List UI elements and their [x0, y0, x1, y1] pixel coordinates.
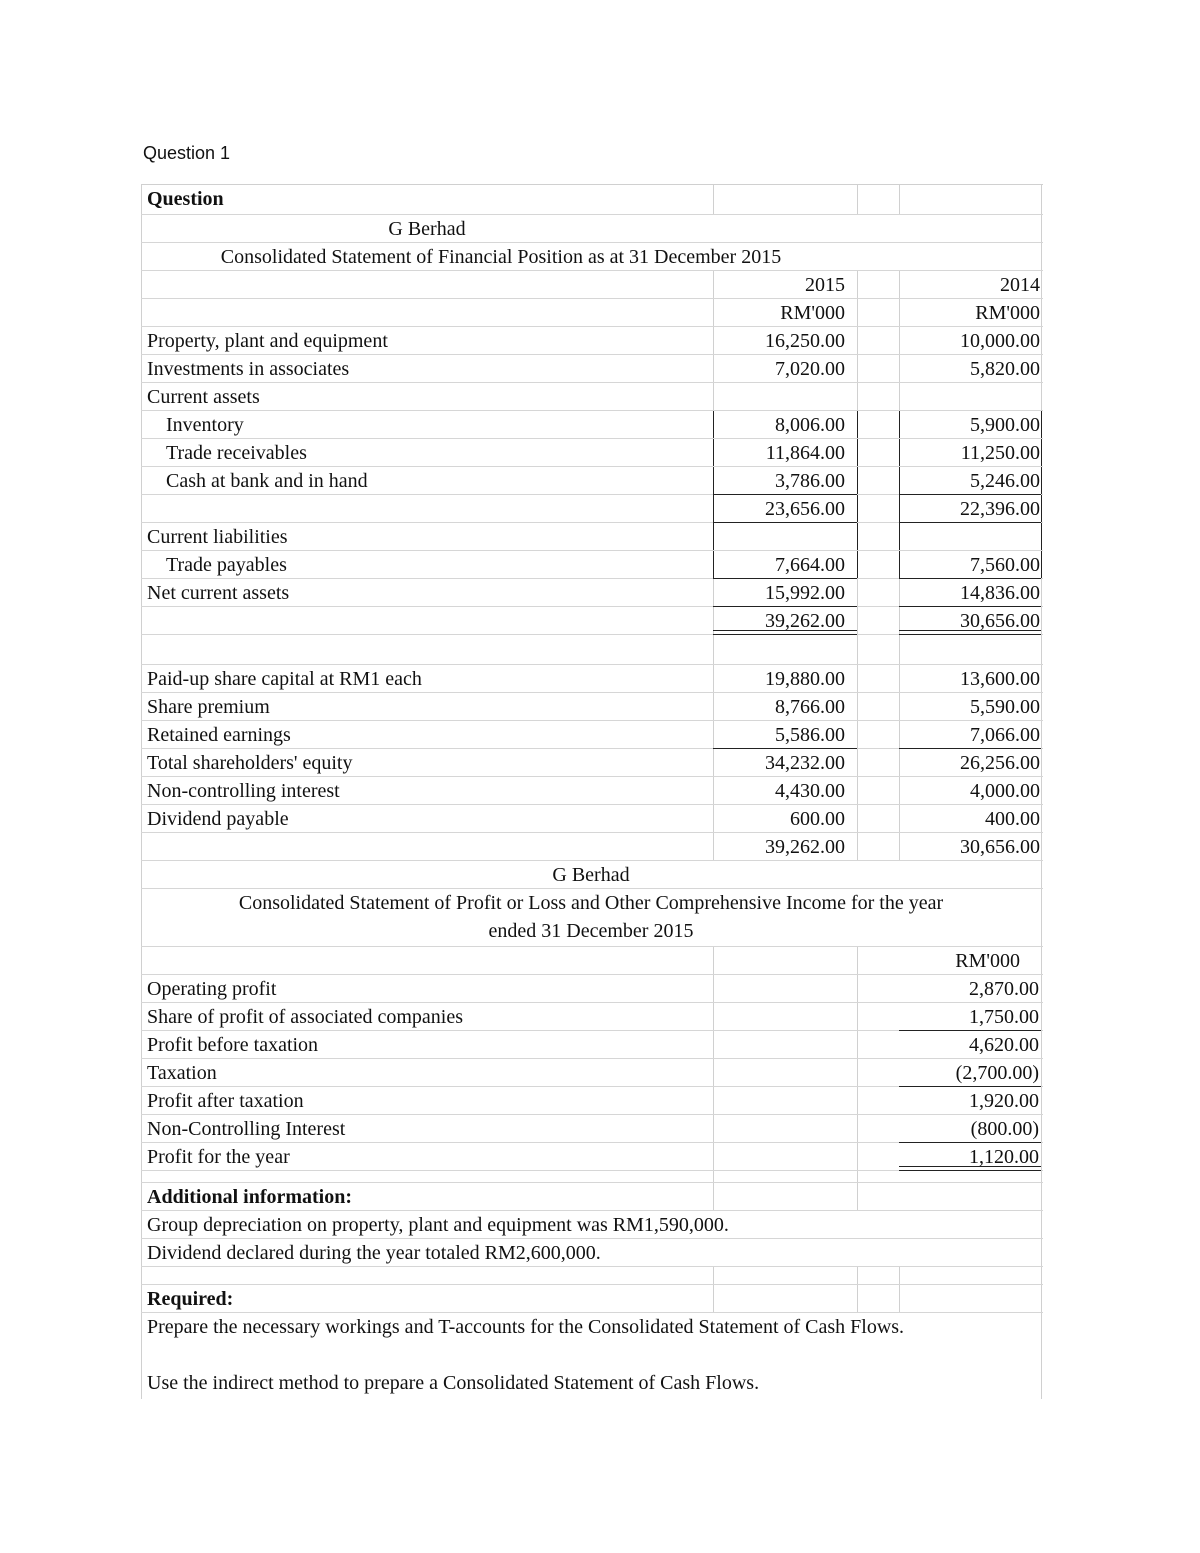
row-label: Profit before taxation — [147, 1034, 319, 1056]
sopl-company: G Berhad — [552, 864, 630, 886]
required-line: Prepare the necessary workings and T-accounts for the Consolidated Statement of Cash Flows. — [147, 1316, 905, 1338]
sofp-unit-row — [141, 299, 1043, 327]
row-label: Share of profit of associated companies — [147, 1006, 464, 1028]
sopl-unit: RM'000 — [955, 950, 1020, 972]
value-2014: 400.00 — [985, 808, 1040, 830]
value-2014: 30,656.00 — [960, 610, 1040, 632]
spacer-row — [141, 1171, 1043, 1183]
value-2014: 7,560.00 — [970, 554, 1040, 576]
additional-line-row — [141, 1239, 1043, 1267]
row-label: Paid-up share capital at RM1 each — [147, 668, 422, 690]
table-row — [141, 551, 1043, 579]
additional-heading: Additional information: — [147, 1186, 353, 1208]
value-2014: 7,066.00 — [970, 724, 1040, 746]
question-label: Question — [147, 188, 224, 210]
sopl-unit-row — [141, 947, 1043, 975]
value-2015: 16,250.00 — [765, 330, 845, 352]
table-row — [141, 383, 1043, 411]
table-row — [141, 805, 1043, 833]
subtotal-row — [141, 495, 1043, 523]
unit-current: RM'000 — [780, 302, 845, 324]
page-heading: Question 1 — [143, 143, 231, 163]
table-row — [141, 777, 1043, 805]
row-label: Profit after taxation — [147, 1090, 304, 1112]
value-2015: 34,232.00 — [765, 752, 845, 774]
question-sheet — [141, 184, 1043, 1399]
spacer-row — [141, 635, 1043, 665]
value-2015: 23,656.00 — [765, 498, 845, 520]
row-label: Profit for the year — [147, 1146, 290, 1168]
row-label: Taxation — [147, 1062, 217, 1084]
row-label: Current assets — [147, 386, 260, 408]
value-2014: 14,836.00 — [960, 582, 1040, 604]
sofp-title-row — [141, 243, 1043, 271]
table-row — [141, 439, 1043, 467]
table-row — [141, 411, 1043, 439]
table-row — [141, 721, 1043, 749]
row-value: (800.00) — [970, 1118, 1039, 1140]
additional-heading-row — [141, 1183, 1043, 1211]
table-row — [141, 975, 1043, 1003]
table-row — [141, 749, 1043, 777]
sopl-title-line1: Consolidated Statement of Profit or Loss and Other Comprehensive Income for the year — [238, 892, 944, 914]
value-2014: 5,590.00 — [970, 696, 1040, 718]
additional-line: Group depreciation on property, plant and equipment was RM1,590,000. — [147, 1214, 729, 1236]
question-header-row — [141, 184, 1043, 215]
row-label: Inventory — [166, 414, 244, 436]
value-2015: 4,430.00 — [775, 780, 845, 802]
row-value: 1,920.00 — [969, 1090, 1039, 1112]
row-value: (2,700.00) — [955, 1062, 1039, 1084]
sofp-company-row — [141, 215, 1043, 243]
row-label: Net current assets — [147, 582, 290, 604]
value-2014: 11,250.00 — [960, 442, 1040, 464]
row-value: 4,620.00 — [969, 1034, 1039, 1056]
value-2015: 11,864.00 — [765, 442, 845, 464]
additional-line: Dividend declared during the year totaled RM2,600,000. — [147, 1242, 601, 1264]
row-value: 1,120.00 — [969, 1146, 1039, 1168]
row-label: Current liabilities — [147, 526, 288, 548]
value-2015: 8,006.00 — [775, 414, 845, 436]
value-2014: 13,600.00 — [960, 668, 1040, 690]
row-value: 1,750.00 — [969, 1006, 1039, 1028]
row-label: Property, plant and equipment — [147, 330, 388, 352]
row-label: Total shareholders' equity — [147, 752, 353, 774]
additional-line-row — [141, 1211, 1043, 1239]
total-row — [141, 607, 1043, 635]
table-row — [141, 579, 1043, 607]
row-label: Investments in associates — [147, 358, 350, 380]
value-2015: 600.00 — [790, 808, 845, 830]
sofp-company: G Berhad — [388, 218, 466, 240]
table-row — [141, 1059, 1043, 1087]
value-2014: 30,656.00 — [960, 836, 1040, 858]
value-2015: 3,786.00 — [775, 470, 845, 492]
value-2015: 8,766.00 — [775, 696, 845, 718]
row-label: Non-Controlling Interest — [147, 1118, 346, 1140]
value-2015: 15,992.00 — [765, 582, 845, 604]
year-current: 2015 — [805, 274, 845, 296]
unit-prior: RM'000 — [975, 302, 1040, 324]
row-label: Non-controlling interest — [147, 780, 340, 802]
value-2015: 7,020.00 — [775, 358, 845, 380]
spacer-row — [141, 1267, 1043, 1285]
sopl-company-row — [141, 861, 1043, 889]
value-2014: 22,396.00 — [960, 498, 1040, 520]
row-label: Share premium — [147, 696, 270, 718]
year-prior: 2014 — [1000, 274, 1040, 296]
required-heading-row — [141, 1285, 1043, 1313]
value-2015: 39,262.00 — [765, 610, 845, 632]
sopl-title-row — [141, 889, 1043, 947]
value-2014: 26,256.00 — [960, 752, 1040, 774]
value-2015: 7,664.00 — [775, 554, 845, 576]
table-row — [141, 693, 1043, 721]
row-label: Cash at bank and in hand — [166, 470, 368, 492]
required-text-block — [141, 1313, 1043, 1399]
row-label: Operating profit — [147, 978, 277, 1000]
table-row — [141, 467, 1043, 495]
sopl-title-line2: ended 31 December 2015 — [488, 920, 694, 942]
value-2014: 5,246.00 — [970, 470, 1040, 492]
row-label: Retained earnings — [147, 724, 291, 746]
value-2014: 5,900.00 — [970, 414, 1040, 436]
row-label: Dividend payable — [147, 808, 289, 830]
row-value: 2,870.00 — [969, 978, 1039, 1000]
value-2014: 10,000.00 — [960, 330, 1040, 352]
required-line: Use the indirect method to prepare a Consolidated Statement of Cash Flows. — [147, 1372, 760, 1394]
table-row — [141, 665, 1043, 693]
value-2015: 19,880.00 — [765, 668, 845, 690]
table-row — [141, 1143, 1043, 1171]
required-heading: Required: — [147, 1288, 234, 1310]
table-row — [141, 327, 1043, 355]
sofp-year-row — [141, 271, 1043, 299]
table-row — [141, 1115, 1043, 1143]
row-label: Trade payables — [166, 554, 287, 576]
value-2014: 5,820.00 — [970, 358, 1040, 380]
table-row — [141, 1087, 1043, 1115]
table-row — [141, 1031, 1043, 1059]
table-row — [141, 1003, 1043, 1031]
sofp-title: Consolidated Statement of Financial Position as at 31 December 2015 — [220, 246, 782, 268]
value-2014: 4,000.00 — [970, 780, 1040, 802]
table-row — [141, 355, 1043, 383]
value-2015: 5,586.00 — [775, 724, 845, 746]
total-row — [141, 833, 1043, 861]
value-2015: 39,262.00 — [765, 836, 845, 858]
row-label: Trade receivables — [166, 442, 307, 464]
table-row — [141, 523, 1043, 551]
